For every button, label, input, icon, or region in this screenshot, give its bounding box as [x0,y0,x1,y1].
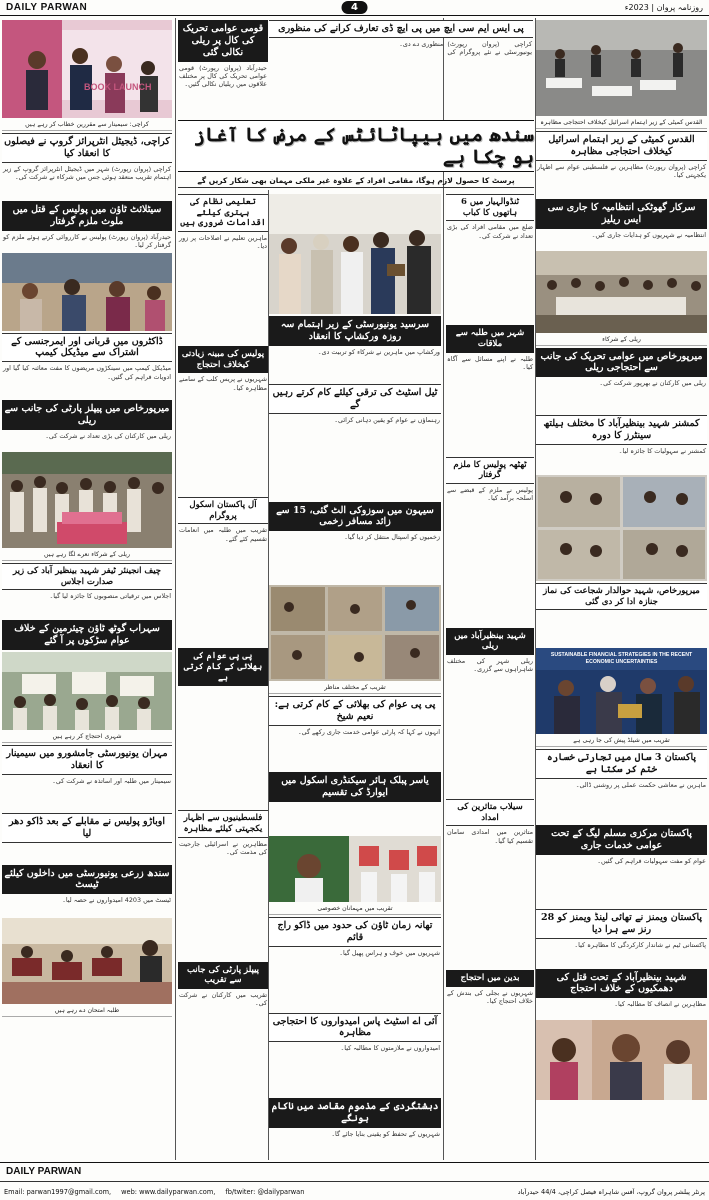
article-text: میڈیکل کیمپ میں سینکڑوں مریضوں کا مفت معائنہ کیا گیا اور ادویات فراہم کی گئیں۔ [3,364,171,381]
column-rule [443,18,444,1160]
footer-web[interactable]: web: www.dailyparwan.com, [121,1187,216,1196]
photo-caption: طلبہ امتحان دے رہے ہیں [2,1006,172,1017]
article-text: حیدرآباد (پروان رپورٹ) پولیس نے کارروائی کرتے ہوئے ملزم کو گرفتار کر لیا۔ [3,232,171,249]
article-text: پولیس نے ملزم کے قبضے سے اسلحہ برآمد کیا۔ [447,485,533,503]
headline: آل پاکستان اسکول پروگرام [178,497,268,524]
headline: شہید بینظیرآباد میں ریلی [446,628,534,655]
headline: القدس کمیٹی کے زیر اہتمام اسرائیل کیخلاف احتجاجی مظاہرہ [536,131,707,161]
banner-text: سندھ میں ہیپاٹائٹس کے مرض کا آغاز ہو چکا ہے [193,124,534,168]
column-5 [536,18,707,1160]
article-text: کراچی (پروان رپورٹ) شہر میں ڈیجیٹل انٹرپرائز گروپ کے زیر اہتمام تقریب منعقد ہوئی جس میں شرکاء نے شرکت کی۔ [3,164,171,182]
headline: سیٹلائٹ ٹاؤن میں پولیس کے قتل میں ملوث ملزم گرفتار [2,201,172,231]
article-text: تقریب میں طلبہ میں انعامات تقسیم کئے گئے۔ [179,526,267,543]
headline: پی پی عوام کی بھلائی کے کام کرتی ہے [178,648,268,686]
headline: پی ایس ایم سی ایچ میں پی ایچ ڈی تعارف کرانے کی منظوری [269,20,533,38]
article-text: شہریوں کے تحفظ کو یقینی بنایا جائے گا۔ [331,1130,440,1138]
footer-twitter[interactable]: fb/twiter: @dailyparwan [225,1187,305,1196]
article-text: تقریب میں کارکنان نے شرکت کی۔ [179,990,267,1008]
article-text: عوام کو مفت سہولیات فراہم کی گئیں۔ [597,856,706,865]
photo-caption: تقریب کے مختلف مناظر [269,683,441,694]
article-text: متاثرین میں امدادی سامان تقسیم کیا گیا۔ [447,828,533,845]
article-text: شہریوں نے بجلی کی بندش کے خلاف احتجاج کیا۔ [447,988,533,1006]
photo-award-ceremony [269,836,441,902]
headline: اوباڑو پولیس نے مقابلے کے بعد ڈاکو دھر لیا [2,813,172,843]
article-text: شہریوں میں خوف و ہراس پھیل گیا۔ [339,948,440,957]
footer-email[interactable]: Email: parwan1997@gmail.com, [4,1187,112,1196]
headline: میرپورخاص، شہید حوالدار شجاعت کی نماز جنازہ ادا کر دی گئی [536,583,707,610]
headline: سرکار گھوٹکی انتظامیہ کا جاری سی ایس ریلیز [536,199,707,229]
headline: سرسید یونیورسٹی کے زیر اہتمام سہ روزہ ورکشاپ کا انعقاد [269,316,441,346]
photo-economic-seminar [536,648,707,734]
headline: میرپورخاص میں عوامی تحریک کی جانب سے احتجاجی ریلی [536,348,707,378]
article-text: پاکستانی ٹیم نے شاندار کارکردگی کا مظاہرہ کیا۔ [574,940,706,949]
photo-shield-ceremony [2,253,172,331]
headline: مہران یونیورسٹی جامشورو میں سیمینار کا انعقاد [2,745,172,775]
photo-university-event [269,194,441,314]
headline: شہید بینظیرآباد کے تحت قتل کی دھمکیوں کے خلاف احتجاج [536,969,707,999]
article-text: سیمینار میں طلبہ اور اساتذہ نے شرکت کی۔ [52,776,171,785]
column-3-top [269,18,533,118]
headline: پیپلز پارٹی کی جانب سے تقریب [178,962,268,989]
article-text: ٹیسٹ میں 4203 امیدواروں نے حصہ لیا۔ [62,896,171,905]
headline: سہراب گوٹھ ٹاؤن چیئرمین کے خلاف عوام سڑکوں پر آ گئے [2,620,172,650]
headline: پی پی عوام کی بھلائی کے کام کرتی ہے: نعیم شیخ [269,696,441,726]
article-text: کراچی (پروان رپورٹ) مظاہرین نے فلسطینی عوام سے اظہار یکجہتی کیا۔ [537,162,706,180]
masthead-date: روزنامہ پروان | 2023ء [624,3,703,12]
article-text: ماہرین نے معاشی حکمت عملی پر روشنی ڈالی۔ [575,781,706,789]
headline: کمشنر شہید بینظیرآباد کا مختلف ہیلتھ سینٹرز کا دورہ [536,415,707,445]
page-number-badge: 4 [341,1,368,14]
headline: دہشتگردی کے مذموم مقاصد میں ناکام ہونگے [269,1098,441,1128]
headline: یاسر پبلک ہائر سیکنڈری اسکول میں ایوارڈ کی تقسیم [269,772,441,802]
article-text: مظاہرین نے اسرائیلی جارحیت کی مذمت کی۔ [179,839,267,856]
photo-portraits [536,1020,707,1100]
headline: سیہون میں سوزوکی الٹ گئی، 15 سے زائد مسافر زخمی [269,502,441,532]
headline: تھانہ زمان ٹاؤن کی حدود میں ڈاکو راج قائم [269,917,441,947]
headline: قومی عوامی تحریک کی کال پر ریلی نکالی گئی [178,20,268,62]
masthead-brand: DAILY PARWAN [6,2,88,13]
headline: پاکستان مرکزی مسلم لیگ کے تحت عوامی خدمات جاری [536,825,707,855]
column-1 [2,18,172,1160]
masthead [0,0,709,16]
headline: پاکستان 3 سال میں تجارتی خسارہ ختم کر سکتا ہے [536,749,707,779]
photo-protest-lying [536,20,707,116]
photo-exam-hall [2,918,172,1004]
photo-book-launch [2,20,172,118]
article-text: کراچی (پروان رپورٹ) یونیورسٹی نے نئے پروگرام کی منظوری دے دی۔ [399,39,532,57]
photo-caption: کراچی: سیمینار سے مقررین خطاب کر رہے ہیں [2,120,172,131]
footer-imprint: پرنٹر پبلشر پروان گروپ، آفس شاہراہ فیصل کراچی، 44/4 حیدرآباد [517,1187,705,1196]
headline: چیف انجینئر ٹیفر شہید بینظیر آباد کی زیر صدارت اجلاس [2,563,172,590]
article-text [536,612,707,646]
footer [0,1162,709,1200]
headline: سندھ زرعی یونیورسٹی میں داخلوں کیلئے ٹیسٹ [2,865,172,895]
photo-banner-text: BOOK LAUNCH [84,82,152,92]
article-text [2,845,172,863]
headline: میرپورخاص میں پیپلز پارٹی کی جانب سے ریلی [2,400,172,430]
column-2-lower [178,192,268,1160]
photo-caption: شہری احتجاج کر رہے ہیں [2,732,172,743]
column-3 [269,192,441,1160]
column-rule [175,18,176,1160]
headline: ٹنڈوالہیار میں 6 ہاتھوں کا کباب [446,194,534,221]
article-text: مظاہرین نے انصاف کا مطالبہ کیا۔ [614,1000,706,1009]
headline: ٹھٹھہ پولیس کا ملزم گرفتار [446,457,534,484]
article-text: شہریوں نے پریس کلب کے سامنے مظاہرہ کیا۔ [179,375,267,392]
photo-protest [2,652,172,730]
photo-rally-2 [536,251,707,333]
article-text: ریلی میں کارکنان کی بڑی تعداد نے شرکت کی۔ [45,432,171,440]
article-text: طلبہ نے اپنے مسائل سے آگاہ کیا۔ [447,354,533,371]
article-text: اجلاس میں ترقیاتی منصوبوں کا جائزہ لیا گیا۔ [49,592,171,601]
headline: پاکستان ویمنز نے تھائی لینڈ ویمنز کو 28 رنز سے ہرا دیا [536,909,707,939]
footer-brand: DAILY PARWAN [6,1166,82,1177]
headline: کراچی، ڈیجیٹل انٹرپرائز گروپ نے فیصلوں کا انعقاد کیا [2,133,172,163]
article-text: زخمیوں کو اسپتال منتقل کر دیا گیا۔ [344,533,440,542]
headline: ٹیل اسٹیٹ کی ترقی کیلئے کام کرتے رہیں گے [269,384,441,414]
article-text: ریلی میں کارکنان نے بھرپور شرکت کی۔ [599,379,706,388]
photo-caption: تقریب میں شیلڈ پیش کی جا رہی ہے [536,736,707,747]
headline: بدین میں احتجاج [446,970,534,987]
column-4 [446,192,534,1160]
article-text: انتظامیہ نے شہریوں کو ہدایات جاری کیں۔ [591,230,706,239]
main-banner-headline [178,120,534,172]
headline: تعلیمی نظام کی بہتری کیلئے اقدامات ضروری ہیں [178,194,268,232]
photo-rally [2,452,172,548]
headline: آئی اے اسٹیٹ پاس امیدواروں کا احتجاجی مظاہرہ [269,1013,441,1043]
banner-subline: پرسٹ کا حصول لازم ہوگا، مقامی افراد کے علاوہ غیر ملکی مہمان بھی شکار کریں گے [178,174,534,188]
article-text [178,688,268,808]
article-text: ریلی شہر کی مختلف شاہراہوں سے گزری۔ [447,657,533,674]
seminar-banner-text: SUSTAINABLE FINANCIAL STRATEGIES IN THE RECENT ECONOMIC UNCERTAINTIES [550,652,693,665]
article-text: امیدواروں نے ملازمتوں کا مطالبہ کیا۔ [340,1044,440,1053]
photo-caption: تقریب میں مہمانان خصوصی [269,904,441,915]
headline: پولیس کی مبینہ زیادتی کیخلاف احتجاج [178,346,268,373]
article-text: کمشنر نے سہولیات کا جائزہ لیا۔ [618,447,706,455]
article-text: ماہرین تعلیم نے اصلاحات پر زور دیا۔ [179,233,267,251]
article-text: رہنماؤں نے عوام کو یقین دہانی کرائی۔ [334,415,440,424]
headline: شہر میں طلبہ سے ملاقات [446,325,534,352]
photo-caption: ریلی کے شرکاء [536,335,707,346]
headline: فلسطینیوں سے اظہار یکجہتی کیلئے مظاہرہ [178,810,268,837]
photo-health-visit [536,475,707,581]
article-text: حیدرآباد (پروان رپورٹ) قومی عوامی تحریک کی کال پر مختلف علاقوں میں ریلیاں نکالی گئیں۔ [179,63,267,89]
footer-contact-line [0,1181,709,1200]
photo-collage [269,585,441,681]
headline: سیلاب متاثرین کی امداد [446,799,534,826]
headline: ڈاکٹروں میں قربانی اور ایمرجنسی کے اشتراک سے میڈیکل کیمپ [2,333,172,363]
article-text: انہوں نے کہا کہ پارٹی عوامی خدمت جاری رکھے گی۔ [297,728,440,736]
photo-caption: ریلی کے شرکاء نعرے لگا رہے ہیں [2,550,172,561]
photo-caption: القدس کمیٹی کے زیر اہتمام اسرائیل کیخلاف احتجاجی مظاہرہ [536,118,707,129]
article-text [269,804,441,834]
article-text: ورکشاپ میں ماہرین نے شرکاء کو تربیت دی۔ [317,347,440,356]
article-text: ضلع میں مقامی افراد کی بڑی تعداد نے شرکت کی۔ [447,223,533,240]
